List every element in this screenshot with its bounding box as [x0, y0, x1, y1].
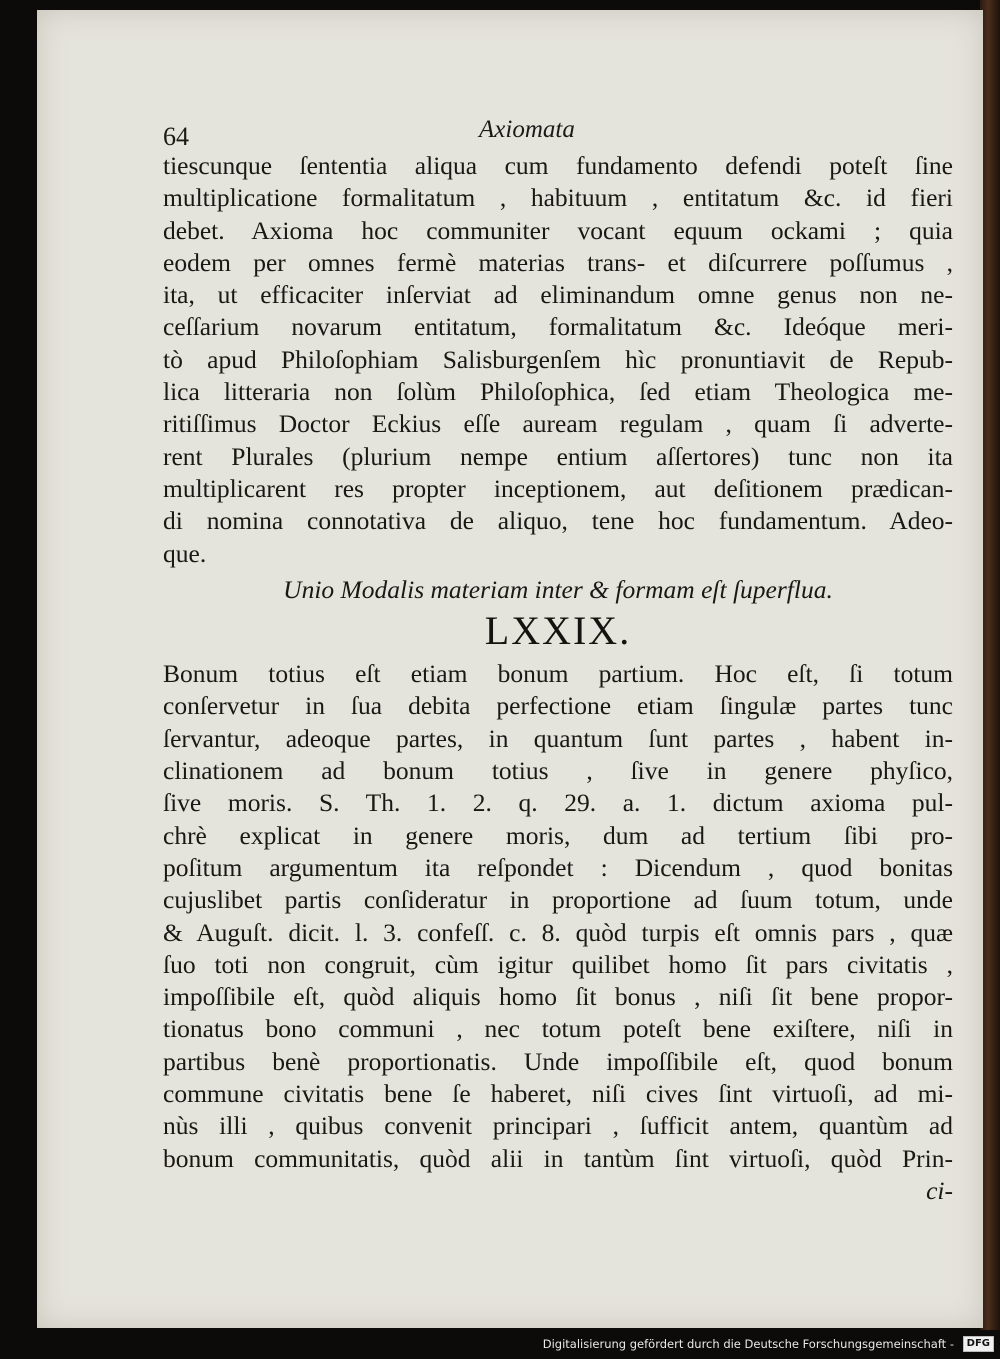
text-line: chrè explicat in genere moris, dum ad tertium ſibi pro- [163, 820, 953, 850]
text-line: multiplicatione formalitatum , habituum , entitatum &c. id fieri [163, 183, 953, 213]
text-line: Bonum totius eſt etiam bonum partium. Hoc eſt, ſi totum [163, 659, 953, 689]
text-line: di nomina connotativa de aliquo, tene hoc fundamentum. Adeo- [163, 506, 953, 536]
text-line: tionatus bono communi , nec totum poteſt bene exiſtere, niſi in [163, 1014, 953, 1044]
text-line: tò apud Philoſophiam Salisburgenſem hìc pronuntiavit de Repub- [163, 344, 953, 374]
text-line: poſitum argumentum ita reſpondet : Dicendum , quod bonitas [163, 852, 953, 882]
digitization-footer [0, 1336, 1000, 1359]
text-line: lica litteraria non ſolùm Philoſophica, ſed etiam Theologica me- [163, 377, 953, 407]
text-line: tiescunque ſententia aliqua cum fundamento defendi poteſt ſine [163, 151, 953, 180]
text-line: ſervantur, adeoque partes, in quantum ſunt partes , habent in- [163, 723, 953, 753]
text-line: bonum communitatis, quòd alii in tantùm ſint virtuoſi, quòd Prin- [163, 1143, 953, 1173]
text-line: clinationem ad bonum totius , ſive in genere phyſico, [163, 756, 953, 786]
text-line: rent Plurales (plurium nempe entium aſſertores) tunc non ita [163, 441, 953, 471]
dfg-logo-icon: DFG [963, 1336, 994, 1352]
footer-credit: Digitalisierung gefördert durch die Deutsche Forschungsgemeinschaft - [542, 1337, 954, 1351]
running-title: Axiomata [479, 116, 575, 143]
text-line: multiplicarent res propter inceptionem, aut deſitionem prædican- [163, 473, 953, 503]
paragraph-2 [163, 658, 953, 1175]
text-line: partibus benè proportionatis. Unde impoſſibile eſt, quod bonum [163, 1046, 953, 1076]
axiom-statement: Unio Modalis materiam inter & formam eſt ſuperflua. [283, 574, 833, 604]
section-heading: LXXIX. [484, 608, 632, 654]
text-line: ritiſſimus Doctor Eckius eſſe auream regulam , quam ſi adverte- [163, 409, 953, 439]
text-line: ſuo toti non congruit, cùm igitur quilibet homo ſit pars civitatis , [163, 949, 953, 979]
text-line: & Auguſt. dicit. l. 3. confeſſ. c. 8. quòd turpis eſt omnis pars , quæ [163, 917, 953, 947]
book-binding-edge [980, 0, 1000, 1330]
text-line: debet. Axioma hoc communiter vocant equum ockami ; quia [163, 215, 953, 245]
text-line: ita, ut efficaciter inſerviat ad eliminandum omne genus non ne- [163, 280, 953, 310]
text-line: commune civitatis bene ſe haberet, niſi cives ſint virtuoſi, ad mi- [163, 1079, 953, 1109]
page-number: 64 [163, 122, 189, 151]
text-line: cujuslibet partis conſideratur in proportione ad ſuum totum, unde [163, 885, 953, 915]
text-line: ſive moris. S. Th. 1. 2. q. 29. a. 1. dictum axioma pul- [163, 788, 953, 818]
paragraph-1 [163, 150, 953, 570]
running-head [163, 116, 909, 150]
text-line: ceſſarium novarum entitatum, formalitatum &c. Ideóque meri- [163, 312, 953, 342]
text-line: eodem per omnes fermè materias trans- et diſcurrere poſſumus , [163, 247, 953, 277]
text-line: conſervetur in ſua debita perfectione etiam ſingulæ partes tunc [163, 691, 953, 721]
text-line: nùs illi , quibus convenit principari , ſufficit antem, quantùm ad [163, 1111, 953, 1141]
text-line: impoſſibile eſt, quòd aliquis homo ſit bonus , niſi ſit bene propor- [163, 982, 953, 1012]
book-page [37, 10, 983, 1328]
main-text [163, 150, 953, 1207]
catch-word: ci- [926, 1175, 953, 1205]
text-line: que. [163, 538, 207, 568]
